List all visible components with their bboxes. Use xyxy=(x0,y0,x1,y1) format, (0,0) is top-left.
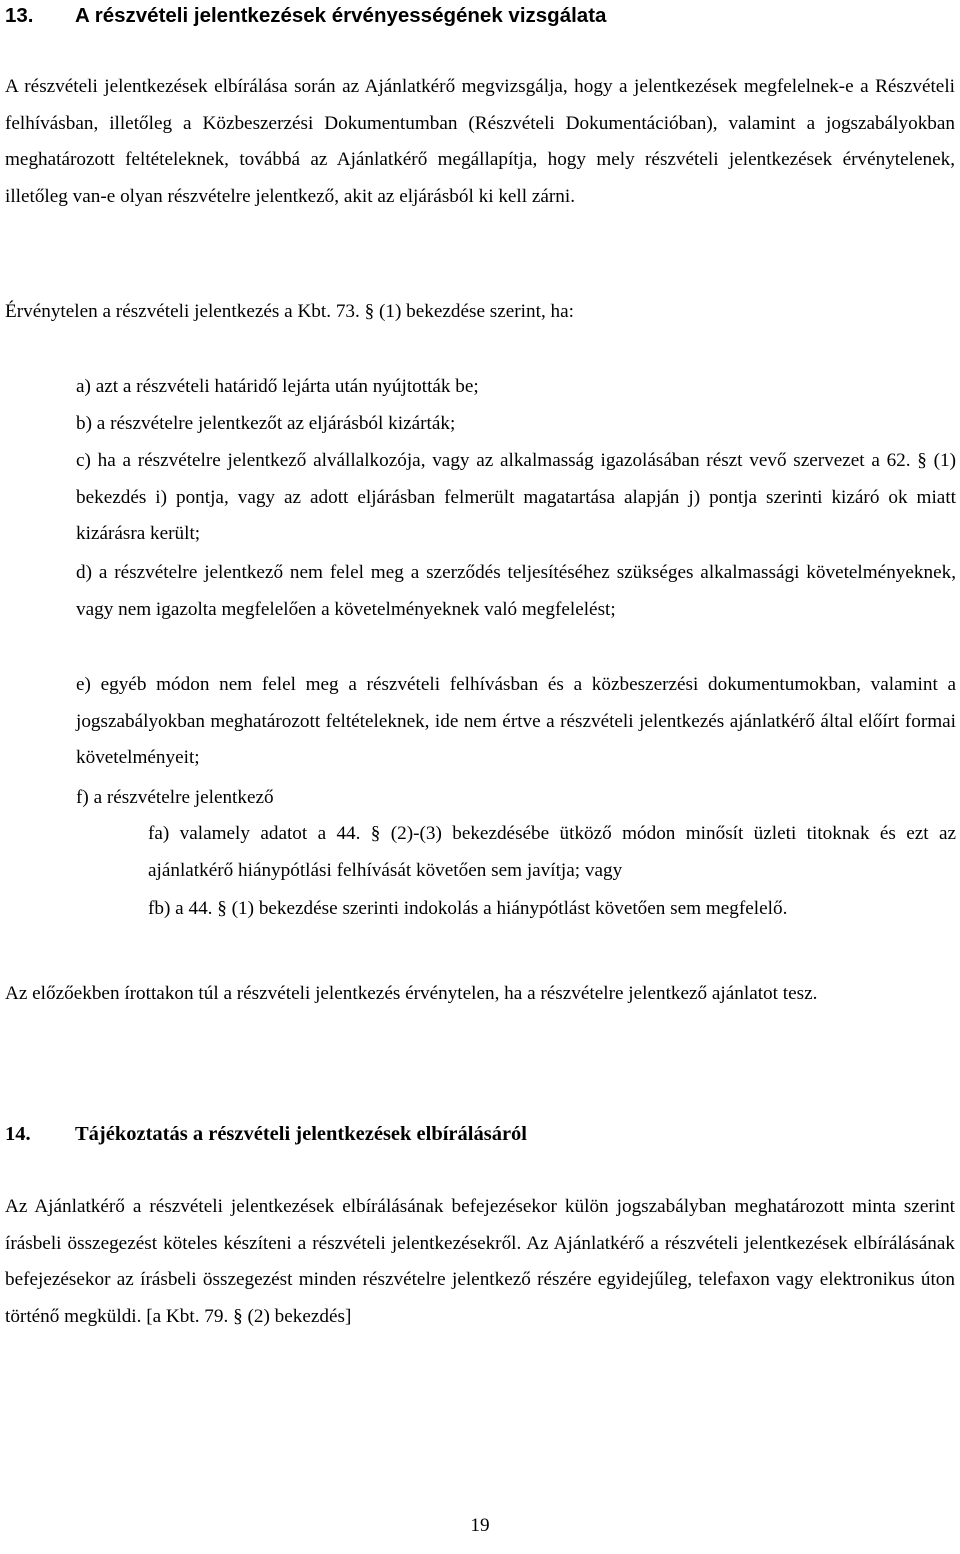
list-item-e: e) egyéb módon nem felel meg a részvételi felhívásban és a közbeszerzési dokumentumokban, valamint a jogszabályokban meghatározott feltételeknek, ide nem értve a részvételi jelentkezés ajánlatkérő által előírt formai követelményeit; xyxy=(76,674,956,769)
section-14-title: Tájékoztatás a részvételi jelentkezések elbírálásáról xyxy=(75,1123,528,1145)
sub-item-fb: fb) a 44. § (1) bekezdése szerinti indokolás a hiánypótlást követően sem megfelelő. xyxy=(148,898,788,919)
section-13-closing: Az előzőekben írottakon túl a részvételi jelentkezés érvénytelen, ha a részvételre jelentkező ajánlatot tesz. xyxy=(5,983,818,1004)
section-13-intro: A részvételi jelentkezések elbírálása során az Ajánlatkérő megvizsgálja, hogy a jelentkezések megfelelnek-e a Részvételi felhívásban, illetőleg a Közbeszerzési Dokumentumban (Részvételi Dokumentációban), valamint a jogszabályokban meghatározott feltételeknek, továbbá az Ajánlatkérő megállapítja, hogy mely részvételi jelentkezések érvénytelenek, illetőleg van-e olyan részvételre jelentkező, akit az eljárásból ki kell zárni. xyxy=(5,76,955,207)
list-item-c: c) ha a részvételre jelentkező alvállalkozója, vagy az alkalmasság igazolásában részt vevő szervezet a 62. § (1) bekezdés i) pontja, vagy az adott eljárásban felmerült magatartása alapján j) pontja szerinti kizáró ok miatt kizárásra került; xyxy=(76,450,956,545)
list-item-f: f) a részvételre jelentkező xyxy=(76,787,274,808)
section-13-title: A részvételi jelentkezések érvényességének vizsgálata xyxy=(75,4,607,27)
section-14-heading xyxy=(5,1121,955,1147)
section-14-number: 14. xyxy=(5,1123,31,1145)
sub-item-fa: fa) valamely adatot a 44. § (2)-(3) bekezdésébe ütköző módon minősít üzleti titoknak és ezt az ajánlatkérő hiánypótlási felhívását követően sem javítja; vagy xyxy=(148,823,956,881)
list-item-d: d) a részvételre jelentkező nem felel meg a szerződés teljesítéséhez szükséges alkalmassági követelményeknek, vagy nem igazolta megfelelően a követelményeknek való megfelelést; xyxy=(76,562,956,620)
page-number: 19 xyxy=(470,1515,490,1536)
invalid-lead: Érvénytelen a részvételi jelentkezés a Kbt. 73. § (1) bekezdése szerint, ha: xyxy=(5,301,574,322)
section-13-heading xyxy=(5,3,955,29)
list-item-a: a) azt a részvételi határidő lejárta után nyújtották be; xyxy=(76,376,479,397)
section-14-body: Az Ajánlatkérő a részvételi jelentkezések elbírálásának befejezésekor külön jogszabályban meghatározott minta szerint írásbeli összegezést köteles készíteni a részvételi jelentkezésekről. Az Ajánlatkérő a részvételi jelentkezések elbírálásának befejezésekor az írásbeli összegezést minden részvételre jelentkező részére egyidejűleg, telefaxon vagy elektronikus úton történő megküldi. [a Kbt. 79. § (2) bekezdés] xyxy=(5,1196,955,1327)
list-item-b: b) a részvételre jelentkezőt az eljárásból kizárták; xyxy=(76,413,456,434)
section-13-number: 13. xyxy=(5,4,34,27)
